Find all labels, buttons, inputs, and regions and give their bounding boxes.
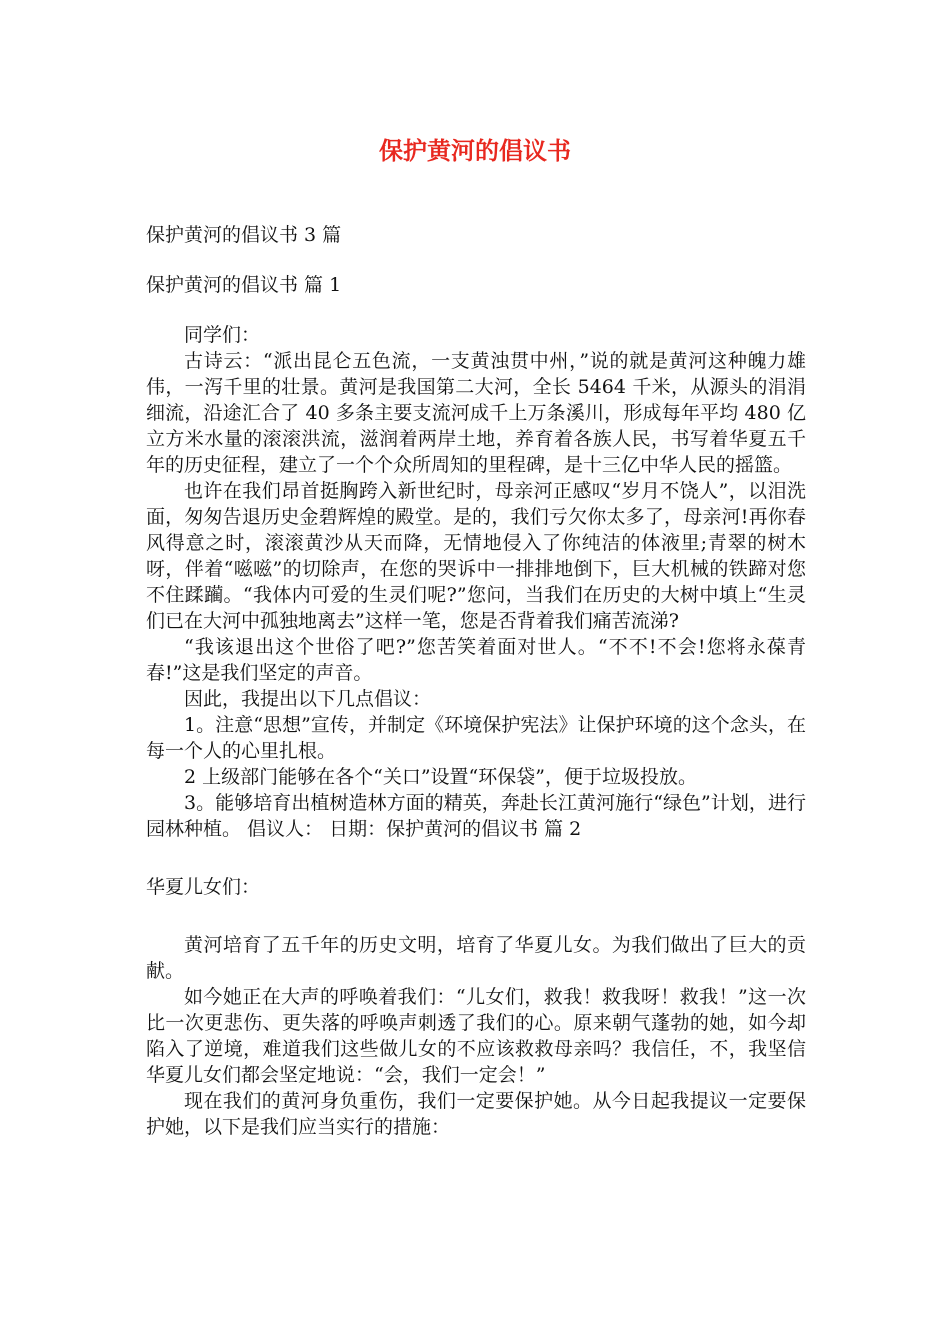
document-title: 保护黄河的倡议书 <box>379 137 571 165</box>
paragraph: 黄河培育了五千年的历史文明，培育了华夏儿女。为我们做出了巨大的贡献。 <box>146 934 806 982</box>
paragraph: 如今她正在大声的呼唤着我们：“儿女们，救我！救我呀！救我！”这一次比一次更悲伤、更失落的呼唤声刺透了我们的心。原来朝气蓬勃的她，如今却陷入了逆境，难道我们这些做儿女的不应该救救母亲吗？我信任，不，我坚信华夏儿女们都会坚定地说：“会，我们一定会！” <box>146 986 806 1086</box>
paragraph: 2 上级部门能够在各个“关口”设置“环保袋”，便于垃圾投放。 <box>184 766 697 788</box>
document-body <box>146 222 806 1140</box>
paragraph-salutation-2: 华夏儿女们： <box>146 876 261 898</box>
paragraph: 因此，我提出以下几点倡议： <box>184 688 432 710</box>
paragraph-salutation-1: 同学们： <box>184 324 261 346</box>
paragraph: 也许在我们昂首挺胸跨入新世纪时，母亲河正感叹“岁月不饶人”，以泪洗面，匆匆告退历史金碧辉煌的殿堂。是的，我们亏欠你太多了，母亲河!再你春风得意之时，滚滚黄沙从天而降，无情地侵入了你纯洁的体液里;青翠的树木呀，伴着“嗞嗞”的切除声，在您的哭诉中一排排地倒下，巨大机械的铁蹄对您不住蹂躏。“我体内可爱的生灵们呢?”您问，当我们在历史的大树中填上“生灵们已在大河中孤独地离去”这样一笔，您是否背着我们痛苦流涕? <box>146 480 806 632</box>
paragraph-subtitle: 保护黄河的倡议书 3 篇 <box>146 224 342 246</box>
paragraph: 现在我们的黄河身负重伤，我们一定要保护她。从今日起我提议一定要保护她，以下是我们应当实行的措施： <box>146 1090 806 1138</box>
paragraph: “我该退出这个世俗了吧?”您苦笑着面对世人。“不不!不会!您将永葆青春!”这是我们坚定的声音。 <box>146 636 806 684</box>
paragraph: 1。注意“思想”宣传，并制定《环境保护宪法》让保护环境的这个念头，在每一个人的心里扎根。 <box>146 714 806 762</box>
paragraph-section-1-heading: 保护黄河的倡议书 篇 1 <box>146 274 342 296</box>
paragraph: 3。能够培育出植树造林方面的精英，奔赴长江黄河施行“绿色”计划，进行园林种植。 倡议人： 日期：保护黄河的倡议书 篇 2 <box>146 792 806 840</box>
paragraph: 古诗云：“派出昆仑五色流，一支黄浊贯中州，”说的就是黄河这种魄力雄伟，一泻千里的壮景。黄河是我国第二大河，全长 5464 千米，从源头的涓涓细流，沿途汇合了 40 多条主要支流河成千上万条溪川，形成每年平均 480 亿立方米水量的滚滚洪流，滋润着两岸土地，养育着各族人民，书写着华夏五千年的历史征程，建立了一个个众所周知的里程碑，是十三亿中华人民的摇篮。 <box>146 350 806 476</box>
